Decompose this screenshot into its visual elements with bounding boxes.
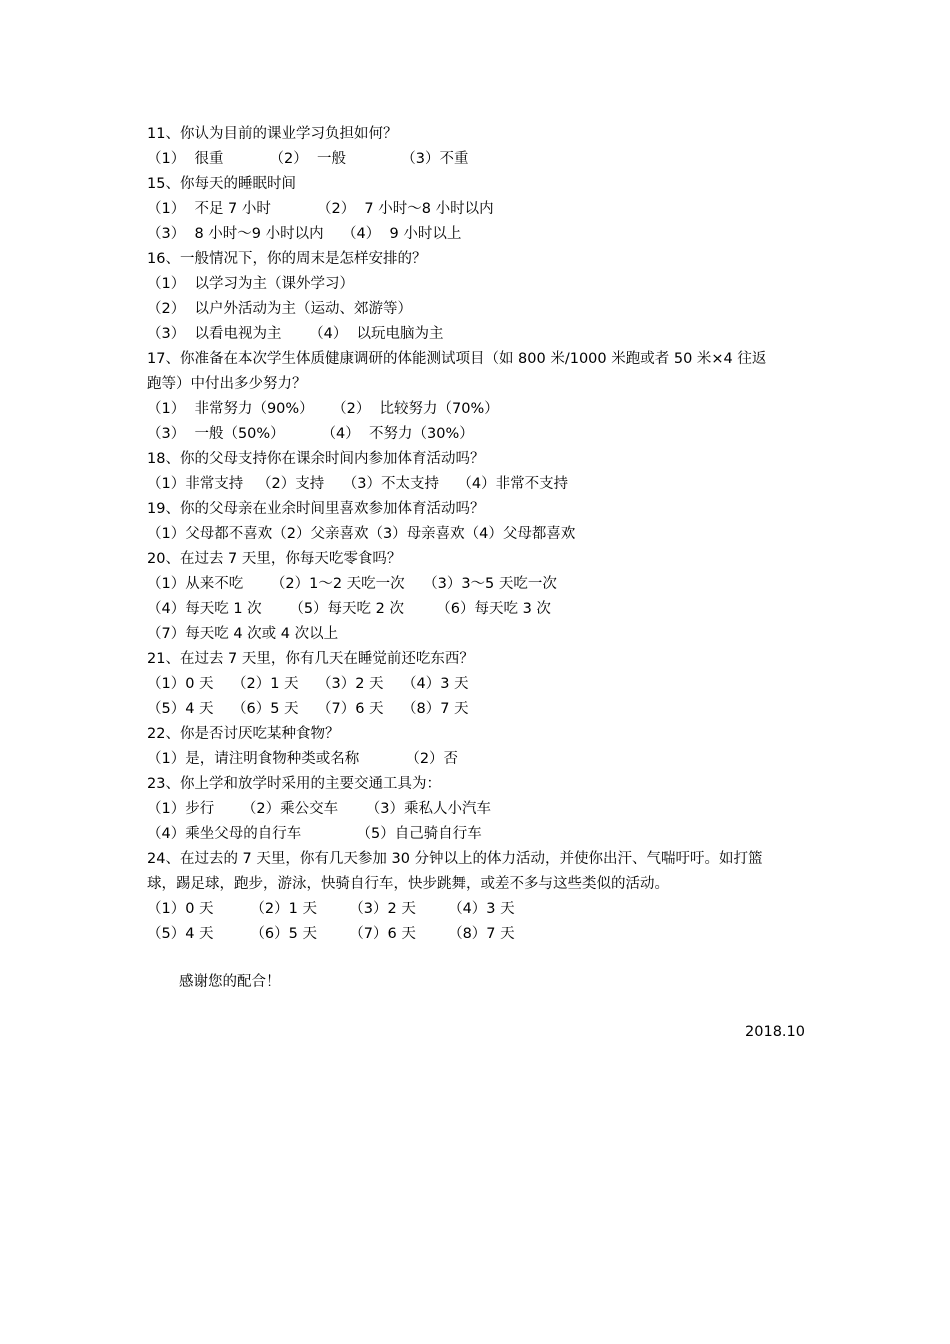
- q24-options-1: （1）0 天 （2）1 天 （3）2 天 （4）3 天: [147, 901, 515, 917]
- document-date: 2018.10: [745, 1024, 805, 1040]
- q21-options-2: （5）4 天 （6）5 天 （7）6 天 （8）7 天: [147, 701, 469, 717]
- q24-options-2: （5）4 天 （6）5 天 （7）6 天 （8）7 天: [147, 926, 515, 942]
- q18-question: 18、你的父母支持你在课余时间内参加体育活动吗？: [147, 451, 485, 467]
- q11-question: 11、你认为目前的课业学习负担如何？: [147, 126, 398, 142]
- q16-question: 16、一般情况下，你的周末是怎样安排的？: [147, 251, 427, 267]
- q23-question: 23、你上学和放学时采用的主要交通工具为：: [147, 776, 441, 792]
- q11-options: （1） 很重 （2） 一般 （3）不重: [147, 151, 469, 167]
- q20-options-1: （1）从来不吃 （2）1～2 天吃一次 （3）3～5 天吃一次: [147, 576, 557, 592]
- q19-question: 19、你的父母亲在业余时间里喜欢参加体育活动吗？: [147, 501, 485, 517]
- q15-question: 15、你每天的睡眠时间: [147, 176, 296, 192]
- q24-question-line-1: 24、在过去的 7 天里，你有几天参加 30 分钟以上的体力活动，并使你出汗、气喘吁吁。如打篮: [147, 851, 763, 867]
- q16-option-2: （2） 以户外活动为主（运动、郊游等）: [147, 301, 412, 317]
- q17-question-line-1: 17、你准备在本次学生体质健康调研的体能测试项目（如 800 米/1000 米跑或者 50 米×4 往返: [147, 351, 767, 367]
- q20-question: 20、在过去 7 天里，你每天吃零食吗？: [147, 551, 402, 567]
- q19-options: （1）父母都不喜欢（2）父亲喜欢（3）母亲喜欢（4）父母都喜欢: [147, 526, 576, 542]
- q22-question: 22、你是否讨厌吃某种食物？: [147, 726, 340, 742]
- q17-options-2: （3） 一般（50%） （4） 不努力（30%）: [147, 426, 474, 442]
- q20-options-2: （4）每天吃 1 次 （5）每天吃 2 次 （6）每天吃 3 次: [147, 601, 551, 617]
- q17-question-line-2: 跑等）中付出多少努力？: [147, 376, 307, 392]
- q16-options-3: （3） 以看电视为主 （4） 以玩电脑为主: [147, 326, 444, 342]
- q21-question: 21、在过去 7 天里，你有几天在睡觉前还吃东西？: [147, 651, 474, 667]
- q23-options-2: （4）乘坐父母的自行车 （5）自己骑自行车: [147, 826, 482, 842]
- q21-options-1: （1）0 天 （2）1 天 （3）2 天 （4）3 天: [147, 676, 469, 692]
- q15-options-2: （3） 8 小时～9 小时以内 （4） 9 小时以上: [147, 226, 462, 242]
- q24-question-line-2: 球，踢足球，跑步，游泳，快骑自行车，快步跳舞，或差不多与这些类似的活动。: [147, 876, 669, 892]
- q16-option-1: （1） 以学习为主（课外学习）: [147, 276, 354, 292]
- q18-options: （1）非常支持 （2）支持 （3）不太支持 （4）非常不支持: [147, 476, 569, 492]
- q23-options-1: （1）步行 （2）乘公交车 （3）乘私人小汽车: [147, 801, 491, 817]
- q22-options: （1）是，请注明食物种类或名称 （2）否: [147, 751, 459, 767]
- closing-thanks: 感谢您的配合！: [179, 974, 281, 990]
- q17-options-1: （1） 非常努力（90%） （2） 比较努力（70%）: [147, 401, 499, 417]
- q15-options-1: （1） 不足 7 小时 （2） 7 小时～8 小时以内: [147, 201, 494, 217]
- q20-options-3: （7）每天吃 4 次或 4 次以上: [147, 626, 339, 642]
